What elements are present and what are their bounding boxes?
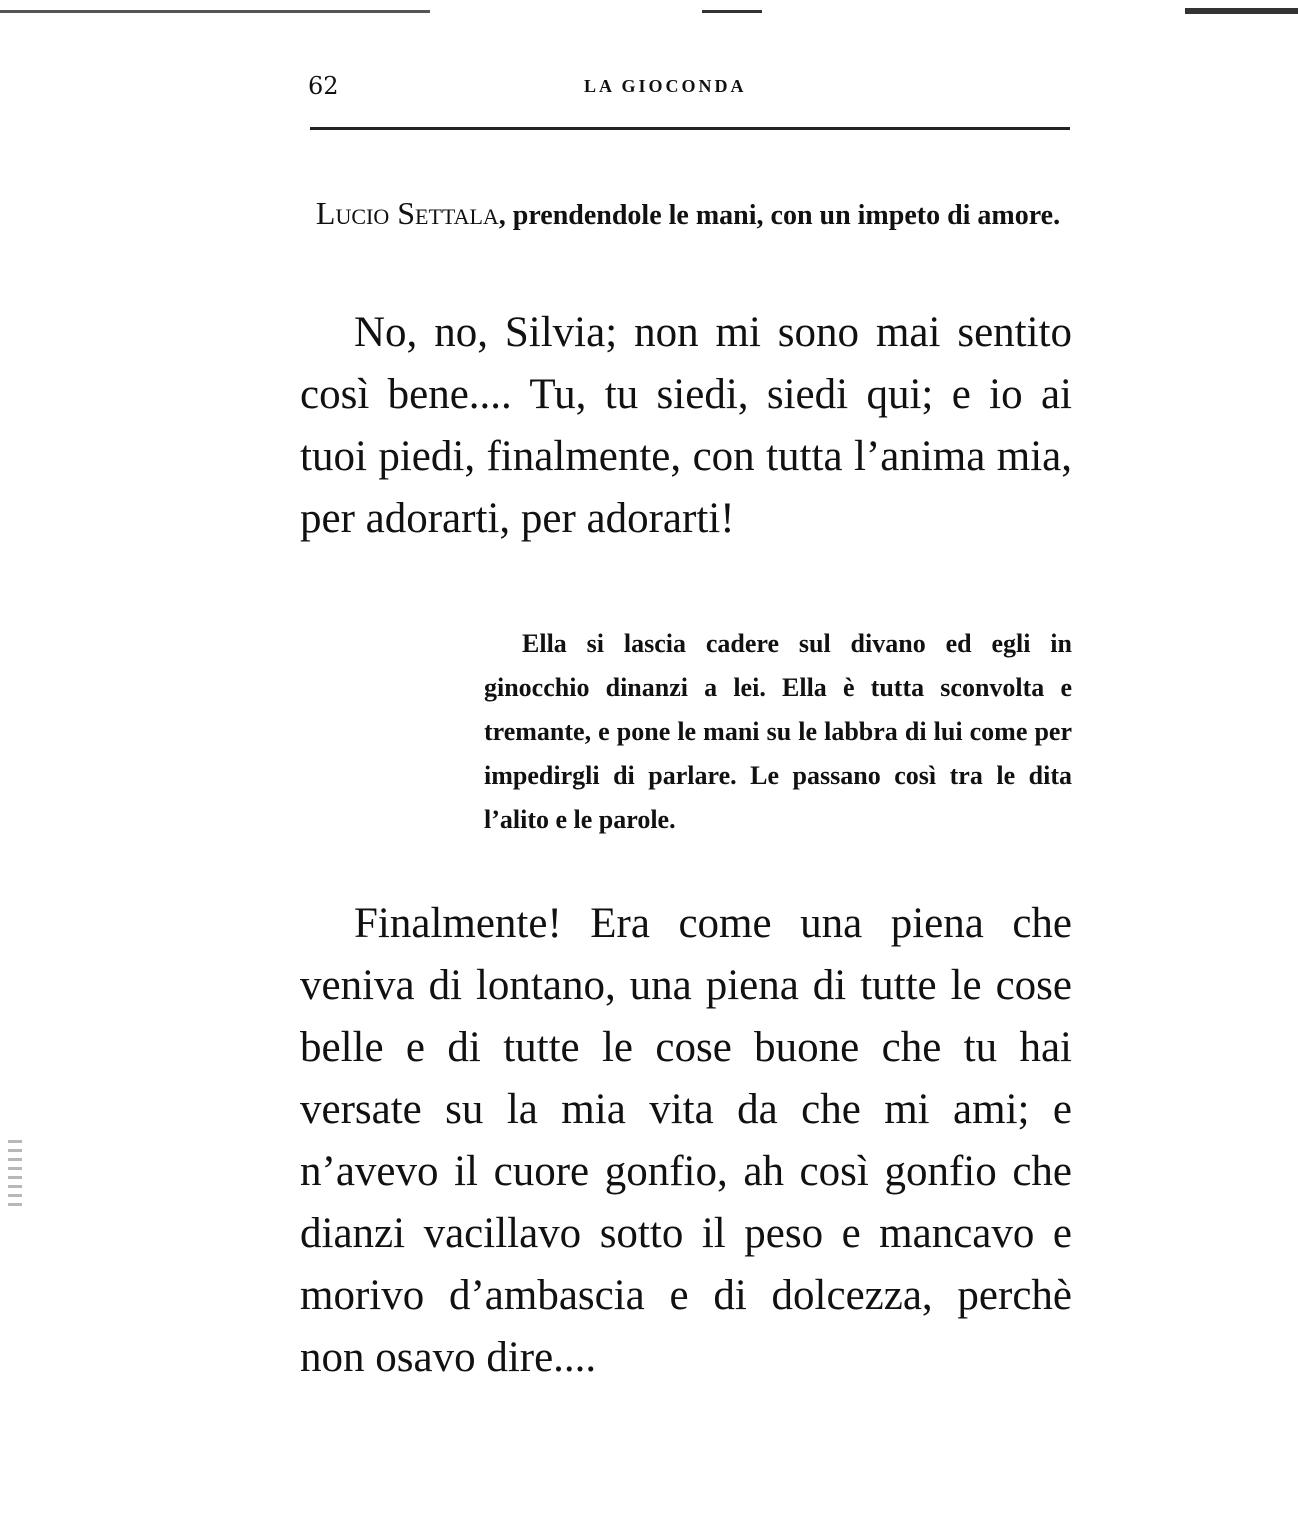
scan-artifact-top-left	[0, 10, 430, 13]
scan-artifact-top-center	[702, 10, 762, 13]
scan-artifact-left-edge	[8, 1140, 22, 1210]
running-title: LA GIOCONDA	[584, 76, 747, 96]
header-rule	[310, 127, 1070, 130]
page-number: 62	[308, 72, 339, 100]
stage-direction-action: Ella si lascia cadere sul divano ed egli in ginocchio dinanzi a lei. Ella è tutta sconvolta e tremante, e pone le mani su le labbra di lui come per impedirgli di parlare. Le passano così tra le dita l’alito e le parole.	[484, 629, 1072, 834]
scan-artifact-top-right	[1185, 8, 1298, 14]
stage-direction-speaker	[305, 190, 1071, 239]
running-head	[308, 70, 1072, 110]
speech-paragraph-2: Finalmente! Era come una piena che veniva di lontano, una piena di tutte le cose belle e di tutte le cose buone che tu hai versate su la mia vita da che mi ami; e n’avevo il cuore gonfio, ah così gonfio che dianzi vacillavo sotto il peso e mancavo e morivo d’ambascia e di dolcezza, perchè non osavo dire....	[300, 900, 1072, 1381]
stage-direction-text: , prendendole le mani, con un impeto di amore.	[498, 200, 1061, 231]
speech-paragraph-1: No, no, Silvia; non mi sono mai sentito così bene.... Tu, tu siedi, siedi qui; e io ai tuoi piedi, finalmente, con tutta l’anima mia, per adorarti, per adorarti!	[300, 309, 1072, 542]
speaker-name: Lucio Settala	[315, 195, 499, 231]
